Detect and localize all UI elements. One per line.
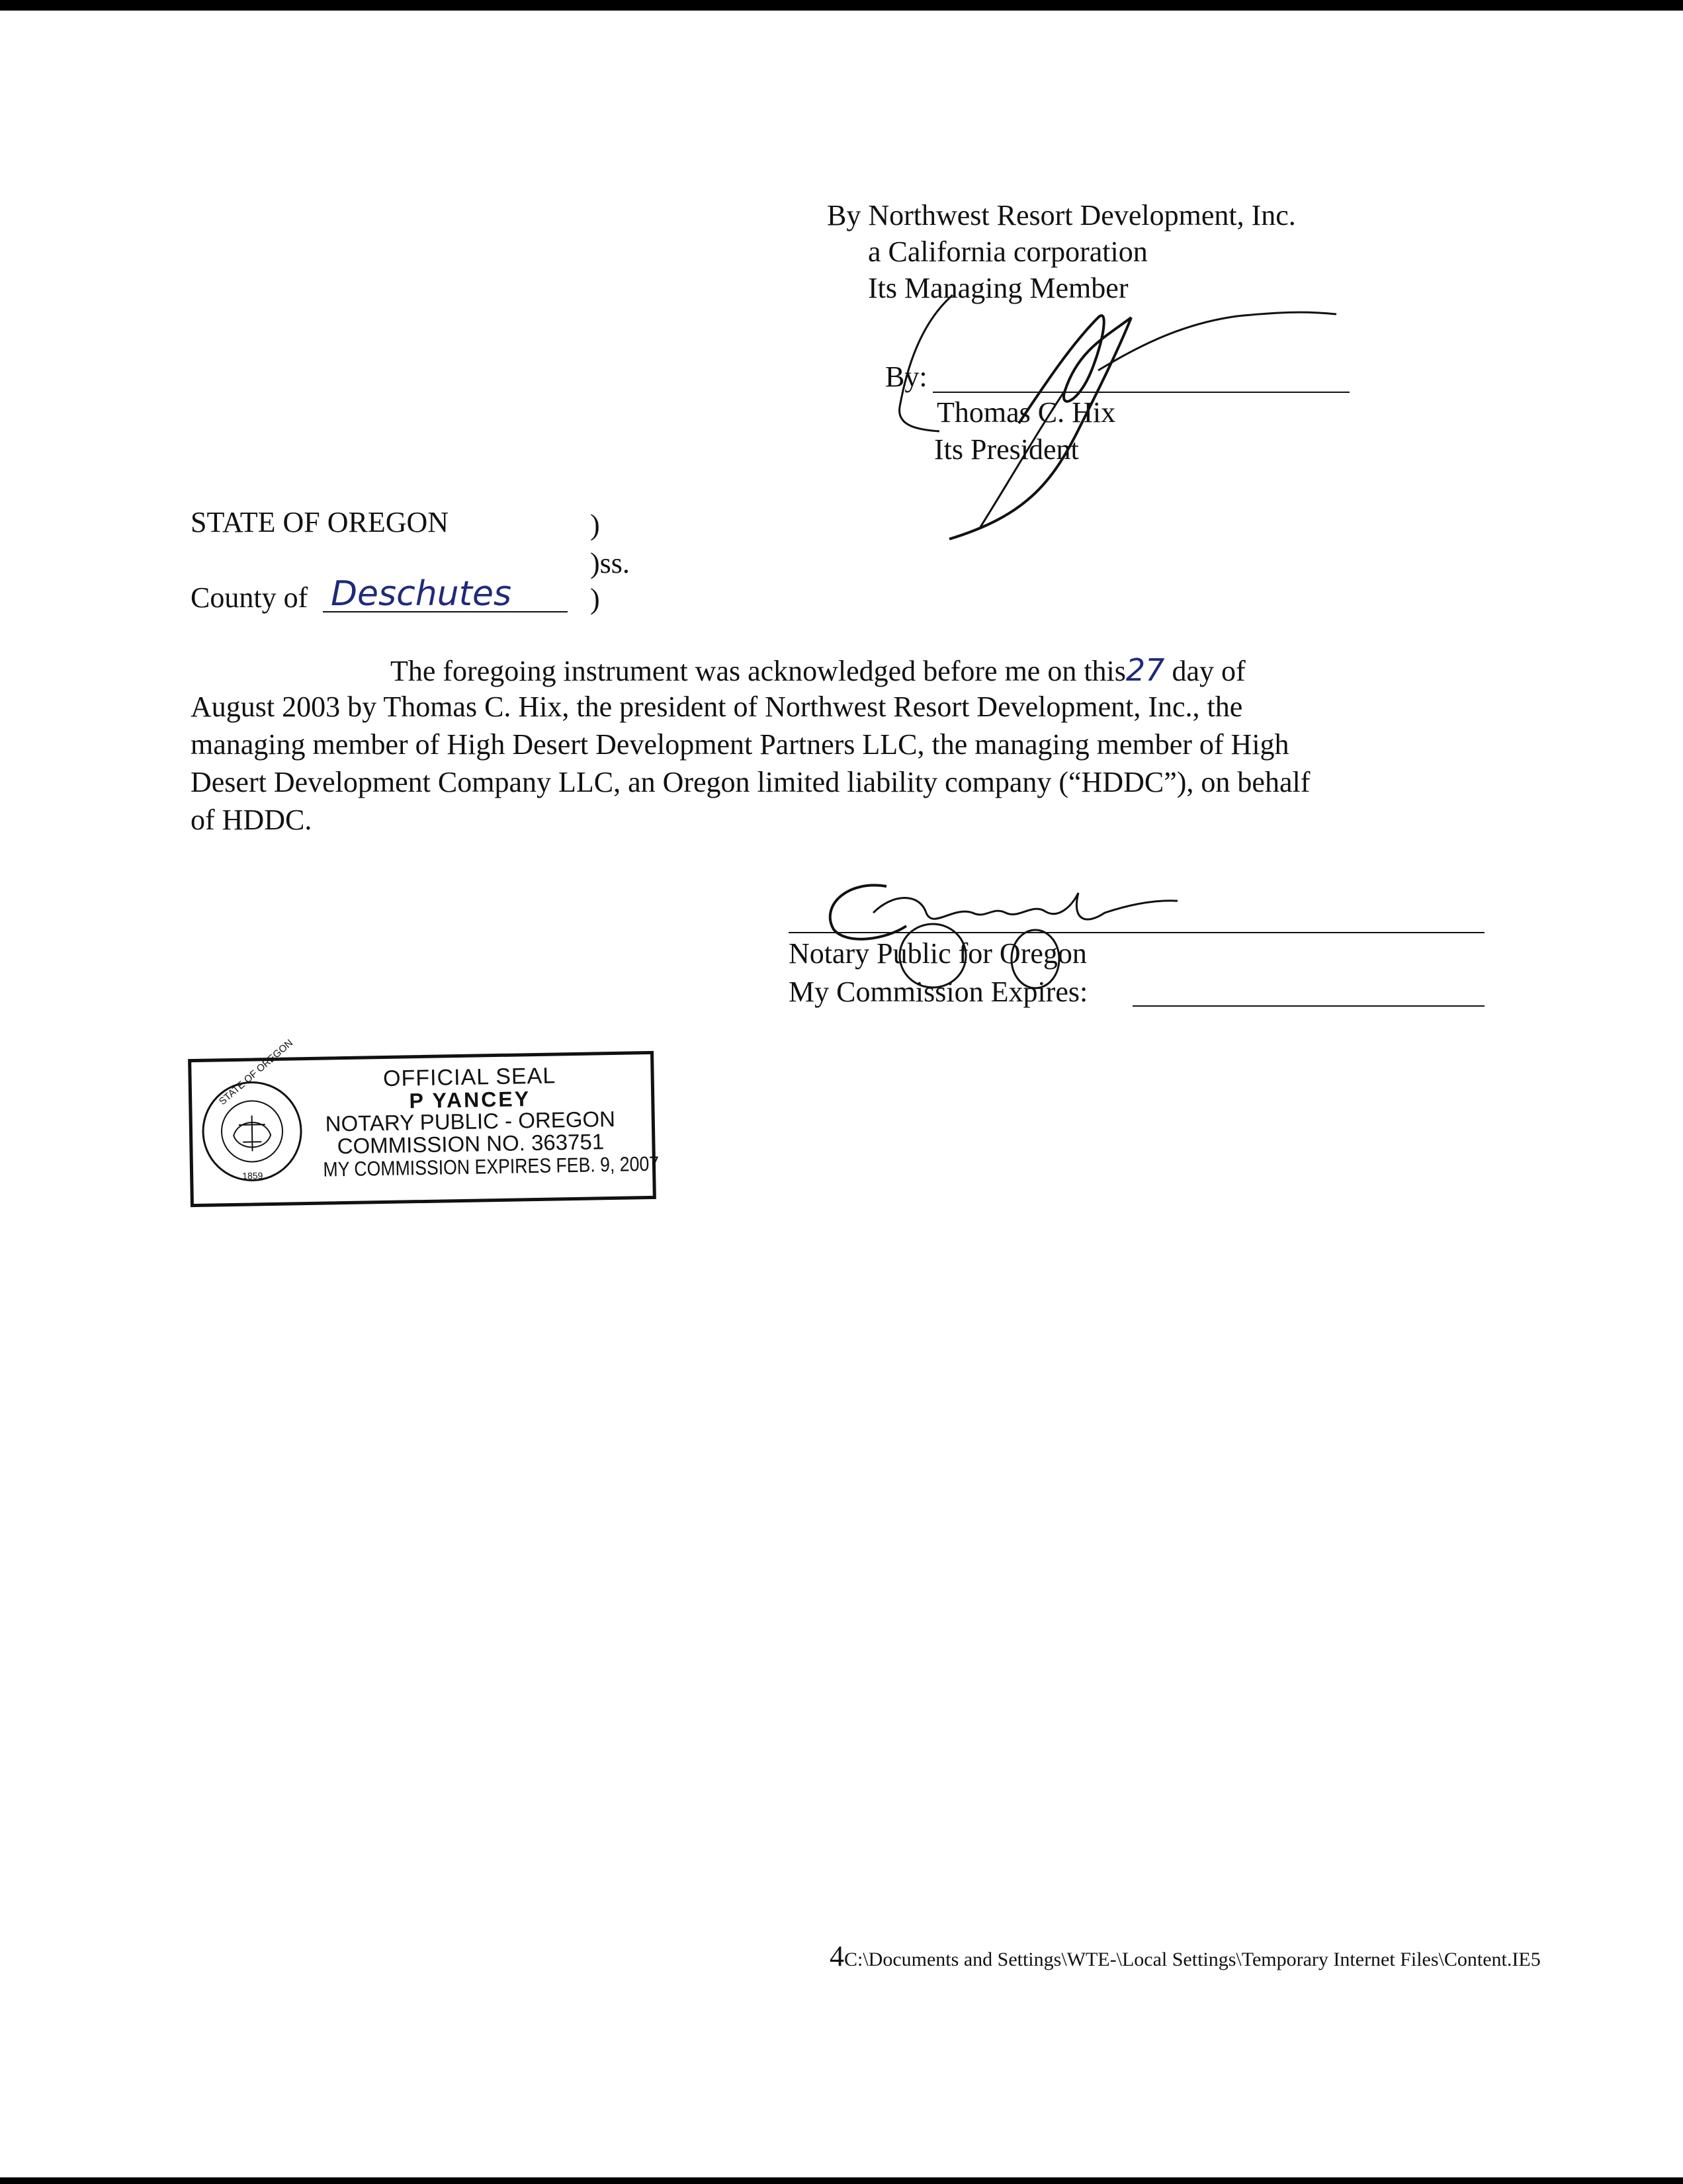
seal-line4: COMMISSION NO. 363751	[337, 1129, 605, 1159]
seal-line2: P YANCEY	[409, 1087, 531, 1113]
ack-line3: managing member of High Desert Development Partners LLC, the managing member of High	[191, 728, 1289, 761]
commission-expires-line	[1133, 1005, 1485, 1007]
hix-signature	[880, 278, 1356, 542]
seal-ring-text: STATE OF OREGON	[216, 1037, 296, 1108]
footer-page-number: 4	[830, 1940, 844, 1972]
ack-day-handwritten: 27	[1125, 652, 1165, 688]
ack-line4: Desert Development Company LLC, an Oregon limited liability company (“HDDC”), on behalf	[191, 766, 1311, 798]
commission-expires-label: My Commission Expires:	[789, 976, 1088, 1008]
ack-line2: August 2003 by Thomas C. Hix, the president of Northwest Resort Development, Inc., the	[191, 691, 1243, 723]
notary-signature-line	[789, 932, 1485, 933]
ack-line1	[390, 652, 1246, 688]
oregon-seal-emblem	[198, 1037, 306, 1185]
ack-line1-suffix: day of	[1172, 655, 1246, 687]
seal-line1: OFFICIAL SEAL	[382, 1063, 556, 1092]
notary-title: Notary Public for Oregon	[789, 937, 1087, 970]
seal-line5: MY COMMISSION EXPIRES FEB. 9, 2007	[323, 1152, 660, 1181]
venue-paren-close: )	[590, 583, 600, 615]
official-seal-stamp	[188, 1037, 660, 1207]
seal-text-block	[297, 1062, 660, 1182]
signer-name: Thomas C. Hix	[937, 396, 1116, 429]
signature-block-line1: By Northwest Resort Development, Inc.	[827, 199, 1296, 231]
county-label: County of	[191, 581, 308, 614]
scan-top-edge	[0, 0, 1683, 11]
scan-bottom-edge	[0, 2177, 1683, 2184]
signature-block-line2: a California corporation	[868, 235, 1148, 268]
ack-line5: of HDDC.	[191, 804, 312, 836]
seal-line3: NOTARY PUBLIC - OREGON	[325, 1106, 616, 1136]
seal-year: 1859	[242, 1170, 263, 1181]
county-handwritten: Deschutes	[331, 574, 512, 614]
county-line	[323, 611, 568, 612]
venue-ss: )ss.	[590, 547, 630, 579]
by-label: By:	[885, 360, 928, 393]
ack-line1-prefix: The foregoing instrument was acknowledged before me on this	[390, 655, 1126, 687]
signer-title: Its President	[934, 433, 1079, 466]
footer-path: C:\Documents and Settings\WTE-\Local Settings\Temporary Internet Files\Content.IE5	[844, 1949, 1541, 1970]
venue-paren-open: )	[590, 509, 600, 541]
footer	[830, 1939, 1541, 1973]
state-label: STATE OF OREGON	[191, 506, 449, 538]
signature-block-line3: Its Managing Member	[868, 272, 1129, 304]
